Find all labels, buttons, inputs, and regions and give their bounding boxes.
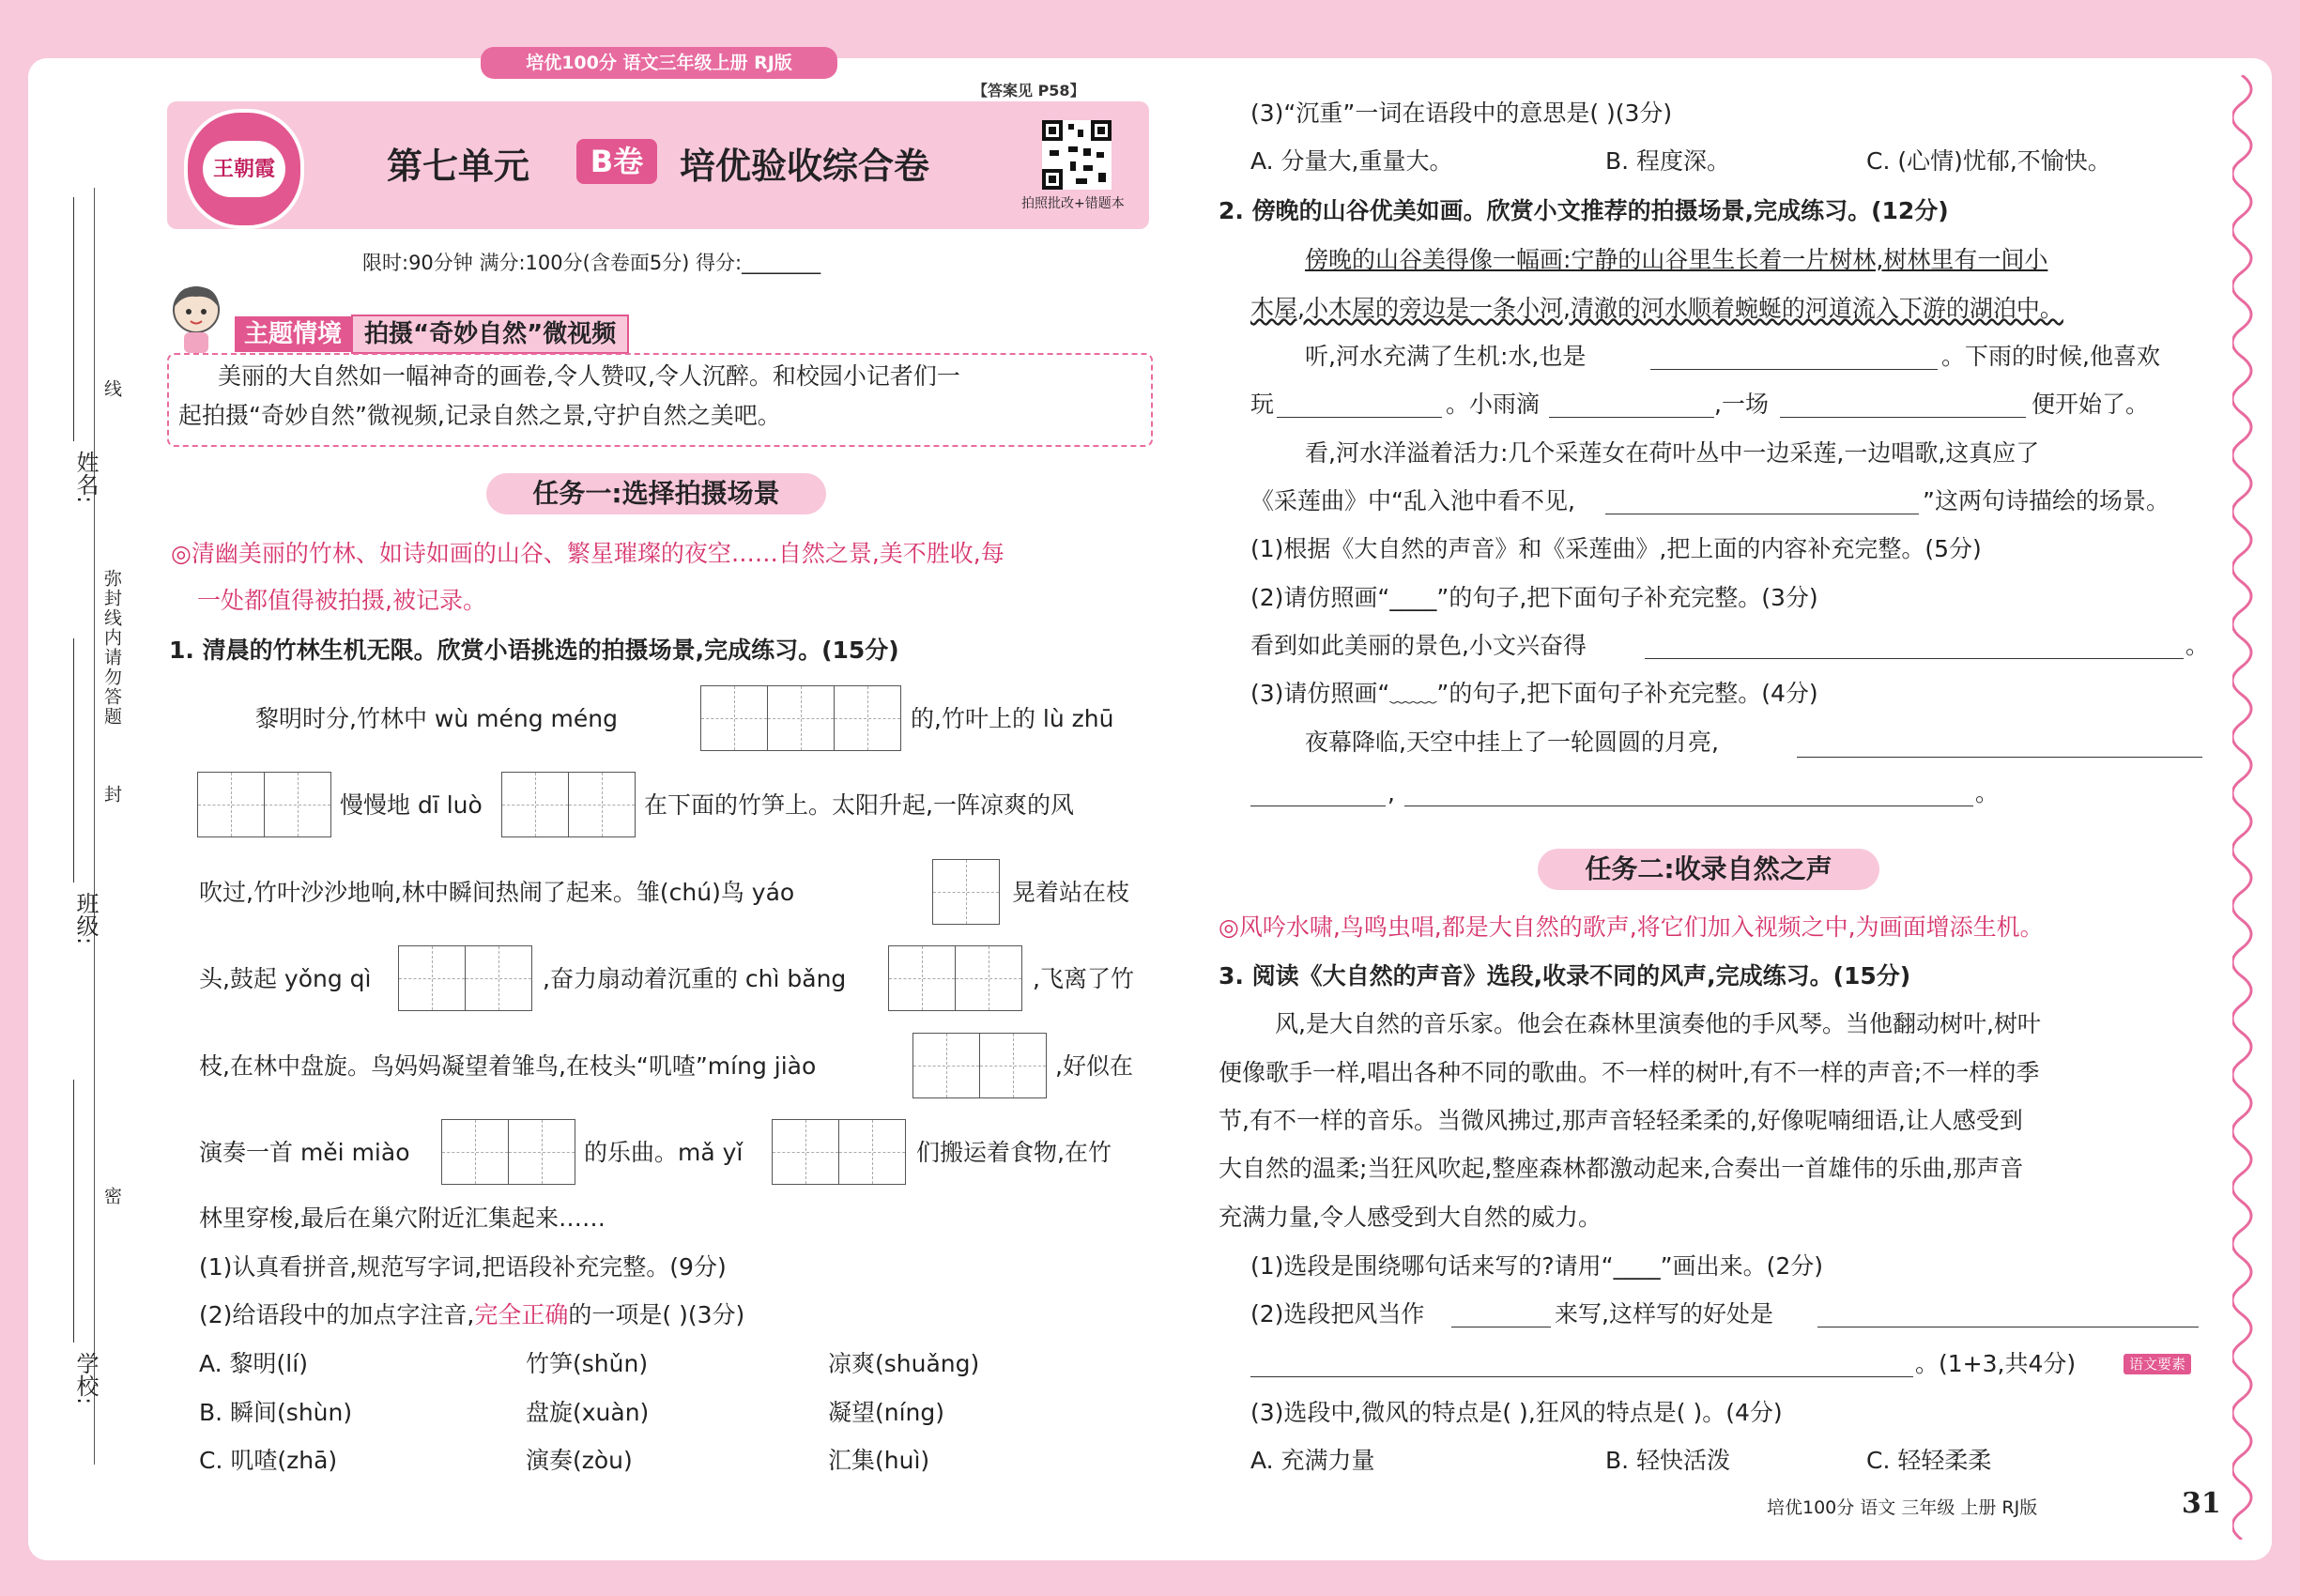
q1-row4-a: 头,鼓起 yǒng qì [199,965,372,992]
class-label: 班级: [72,892,99,945]
scene-tag [235,315,629,350]
q1-row2-b: 在下面的竹笋上。太阳升起,一阵凉爽的风 [644,791,1074,819]
q1-row7: 林里穿梭,最后在巢穴附近汇集起来…… [199,1205,606,1232]
q1-row4-b: ,奋力扇动着沉重的 chì bǎng [543,965,847,992]
wavy-border [2232,75,2270,1540]
answer-box-chibang[interactable] [888,945,1022,1011]
answer-box-meimiao[interactable] [441,1119,575,1185]
binding-line [94,188,95,1465]
q3-sub2-blank-3[interactable] [1250,1376,1913,1377]
q1-sub1: (1)认真看拼音,规范写字词,把语段补充完整。(9分) [199,1253,727,1281]
q2-blank-4[interactable] [1780,417,2026,418]
q2-sub3-blank-1[interactable] [1797,757,2202,758]
q2-para-6a: 《采莲曲》中“乱入池中看不见, [1250,487,1575,514]
answer-box-wumengmeng[interactable] [700,685,901,751]
q1-stem: 1. 清晨的竹林生机无限。欣赏小语挑选的拍摄场景,完成练习。(15分) [169,637,899,664]
header-banner [167,101,1149,229]
q1-sub3: (3)“沉重”一词在语段中的意思是( )(3分) [1250,100,1673,127]
q2-sub2: (2)请仿照画“____”的句子,把下面句子补充完整。(3分) [1250,584,1818,611]
seal-mark-xian: 线 [101,379,122,399]
literacy-element-badge: 语文要素 [2124,1354,2191,1374]
q1-sub3-option-a[interactable]: A. 分量大,重量大。 [1250,147,1453,175]
q3-para-2: 便像歌手一样,唱出各种不同的歌曲。不一样的树叶,有不一样的声音;不一样的季 [1219,1059,2040,1086]
q3-sub3-option-b[interactable]: B. 轻快活泼 [1605,1447,1731,1474]
answer-box-mayi[interactable] [772,1119,906,1185]
q1-sub2-text: (2)给语段中的加点字注音, [199,1301,475,1328]
q1-row3-a: 吹过,竹叶沙沙地响,林中瞬间热闹了起来。雏(chú)鸟 yáo [199,879,795,906]
class-blank[interactable] [73,638,74,882]
q1-row3-b: 晃着站在枝 [1012,879,1130,906]
qr-code-icon[interactable] [1042,120,1112,190]
q3-sub2-points: 。(1+3,共4分) [1915,1350,2077,1377]
q1-sub2 [199,1301,744,1329]
q3-para-4: 大自然的温柔;当狂风吹起,整座森林都激动起来,合奏出一首雄伟的乐曲,那声音 [1219,1155,2024,1182]
q1-row6-a: 演奏一首 měi miào [199,1139,410,1166]
task1-title: 任务一:选择拍摄场景 [486,473,826,514]
q1-option-b1[interactable]: B. 瞬间(shùn) [199,1399,353,1426]
q2-para-3b: 。下雨的时候,他喜欢 [1941,343,2160,370]
q1-row6-b: 的乐曲。mǎ yǐ [584,1139,744,1166]
task2-intro: ◎风吟水啸,鸟鸣虫唱,都是大自然的歌声,将它们加入视频之中,为画面增添生机。 [1219,913,2044,941]
q2-para-4d: 便开始了。 [2032,391,2150,418]
q2-para-2: 木屋,小木屋的旁边是一条小河,清澈的河水顺着蜿蜒的河道流入下游的湖泊中。 [1250,295,2063,322]
q3-para-3: 节,有不一样的音乐。当微风拂过,那声音轻轻柔柔的,好像呢喃细语,让人感受到 [1219,1107,2023,1134]
q3-para-5: 充满力量,令人感受到大自然的威力。 [1219,1204,1602,1231]
q1-option-b2: 盘旋(xuàn) [526,1399,650,1426]
answer-box-mingjiao[interactable] [912,1033,1047,1098]
q1-row5-a: 枝,在林中盘旋。鸟妈妈凝望着雏鸟,在枝头“叽喳”míng jiào [199,1052,817,1080]
q2-blank-1[interactable] [1650,369,1938,370]
q1-option-c3: 汇集(huì) [828,1447,930,1474]
brand-logo [184,109,304,229]
answer-reference: 【答案见 P58】 [973,82,1085,100]
answer-box-yongqi[interactable] [398,945,532,1011]
seal-mark-feng: 封 [101,785,122,805]
qr-caption: 拍照批改+错题本 [1021,196,1125,211]
q2-para-4a: 玩 [1250,391,1275,418]
girl-reporter-illustration [165,282,227,355]
q3-sub1: (1)选段是围绕哪句话来写的?请用“____”画出来。(2分) [1250,1252,1823,1280]
q1-sub3-option-c[interactable]: C. (心情)忧郁,不愉快。 [1866,147,2111,175]
q1-row1-a: 黎明时分,竹林中 wù méng méng [255,705,618,732]
answer-box-yao[interactable] [932,859,1000,925]
q2-stem: 2. 傍晚的山谷优美如画。欣赏小文推荐的拍摄场景,完成练习。(12分) [1219,197,1949,224]
scene-tag-label: 主题情境 [235,316,351,352]
q2-para-3a: 听,河水充满了生机:水,也是 [1305,343,1587,370]
q1-sub3-option-b[interactable]: B. 程度深。 [1605,147,1731,175]
scene-line-2: 起拍摄“奇妙自然”微视频,记录自然之景,守护自然之美吧。 [178,402,781,429]
q1-option-c2: 演奏(zòu) [526,1447,633,1474]
book-title-bar: 培优100分 语文三年级上册 RJ版 [481,47,837,79]
q3-sub2-a: (2)选段把风当作 [1250,1300,1425,1327]
seal-warning: 弥封线内请勿答题 [101,569,122,727]
q2-para-4b: 。小雨滴 [1446,391,1541,418]
q2-blank-3[interactable] [1549,417,1714,418]
q3-para-1: 风,是大自然的音乐家。他会在森林里演奏他的手风琴。当他翻动树叶,树叶 [1275,1010,2041,1037]
q1-option-b3: 凝望(níng) [828,1399,945,1426]
q1-row1-b: 的,竹叶上的 lù zhū [911,705,1114,732]
q2-para-1: 傍晚的山谷美得像一幅画:宁静的山谷里生长着一片树林,树林里有一间小 [1305,246,2048,273]
q3-sub2-b: 来写,这样写的好处是 [1555,1300,1773,1327]
q2-para-6b: ”这两句诗描绘的场景。 [1923,487,2170,514]
q1-sub2-emphasis: 完全正确 [474,1301,569,1328]
school-blank[interactable] [73,1080,74,1343]
q1-option-c1[interactable]: C. 叽喳(zhā) [199,1447,338,1474]
task2-title: 任务二:收录自然之声 [1538,849,1879,890]
name-label: 姓名: [72,451,99,504]
q1-option-a3: 凉爽(shuǎng) [828,1350,980,1377]
paper-type-badge: B卷 [576,139,657,184]
q1-row2-a: 慢慢地 dī luò [340,791,483,819]
scene-line-1: 美丽的大自然如一幅神奇的画卷,令人赞叹,令人沉醉。和校园小记者们一 [218,362,960,390]
q3-stem: 3. 阅读《大自然的声音》选段,收录不同的风声,完成练习。(15分) [1219,962,1911,990]
q2-sub3-end: 。 [1975,779,2000,806]
page-footer: 培优100分 语文 三年级 上册 RJ版 [1767,1497,2038,1518]
q3-sub3: (3)选段中,微风的特点是( ),狂风的特点是( )。(4分) [1250,1399,1783,1426]
q3-sub3-option-c[interactable]: C. 轻轻柔柔 [1866,1447,1992,1474]
answer-box-diluo[interactable] [501,772,636,837]
q1-sub2-points: 的一项是( )(3分) [568,1301,745,1328]
exam-title: 培优验收综合卷 [680,146,930,187]
q2-sub1: (1)根据《大自然的声音》和《采莲曲》,把上面的内容补充完整。(5分) [1250,535,1982,562]
q1-row6-c: 们搬运着食物,在竹 [916,1139,1112,1166]
q2-sub3: (3)请仿照画“﹏﹏”的句子,把下面句子补充完整。(4分) [1250,680,1818,707]
q1-option-a1[interactable]: A. 黎明(lí) [199,1350,308,1377]
q2-blank-2[interactable] [1277,417,1442,418]
q1-row5-b: ,好似在 [1055,1052,1133,1080]
q3-sub3-option-a[interactable]: A. 充满力量 [1250,1447,1375,1474]
task1-intro-2: 一处都值得被拍摄,被记录。 [197,587,486,614]
logo-text: 王朝霞 [203,141,285,197]
task1-intro-1: ◎清幽美丽的竹林、如诗如画的山谷、繁星璀璨的夜空……自然之景,美不胜收,每 [171,540,1004,567]
name-blank[interactable] [73,197,74,441]
school-label: 学校: [72,1352,99,1405]
q2-sub2-end: 。 [2185,632,2210,659]
exam-meta: 限时:90分钟 满分:100分(含卷面5分) 得分:________ [362,252,821,274]
q1-option-a2: 竹笋(shǔn) [526,1350,649,1377]
seal-mark-mi: 密 [101,1187,122,1206]
q2-sub3-comma: , [1388,779,1395,806]
q1-row4-c: ,飞离了竹 [1033,965,1134,992]
unit-title: 第七单元 [387,146,530,187]
q2-sub3-lead: 夜幕降临,天空中挂上了一轮圆圆的月亮, [1305,729,1719,756]
scene-tag-topic: 拍摄“奇妙自然”微视频 [351,315,629,354]
q2-sub2-blank[interactable] [1645,658,2184,659]
answer-box-luzhu[interactable] [197,772,331,837]
q2-para-4c: ,一场 [1714,391,1769,418]
q2-sub2-lead: 看到如此美丽的景色,小文兴奋得 [1250,632,1587,659]
q2-para-5: 看,河水洋溢着活力:几个采莲女在荷叶丛中一边采莲,一边唱歌,这真应了 [1305,439,2040,467]
page-number: 31 [2182,1487,2221,1520]
